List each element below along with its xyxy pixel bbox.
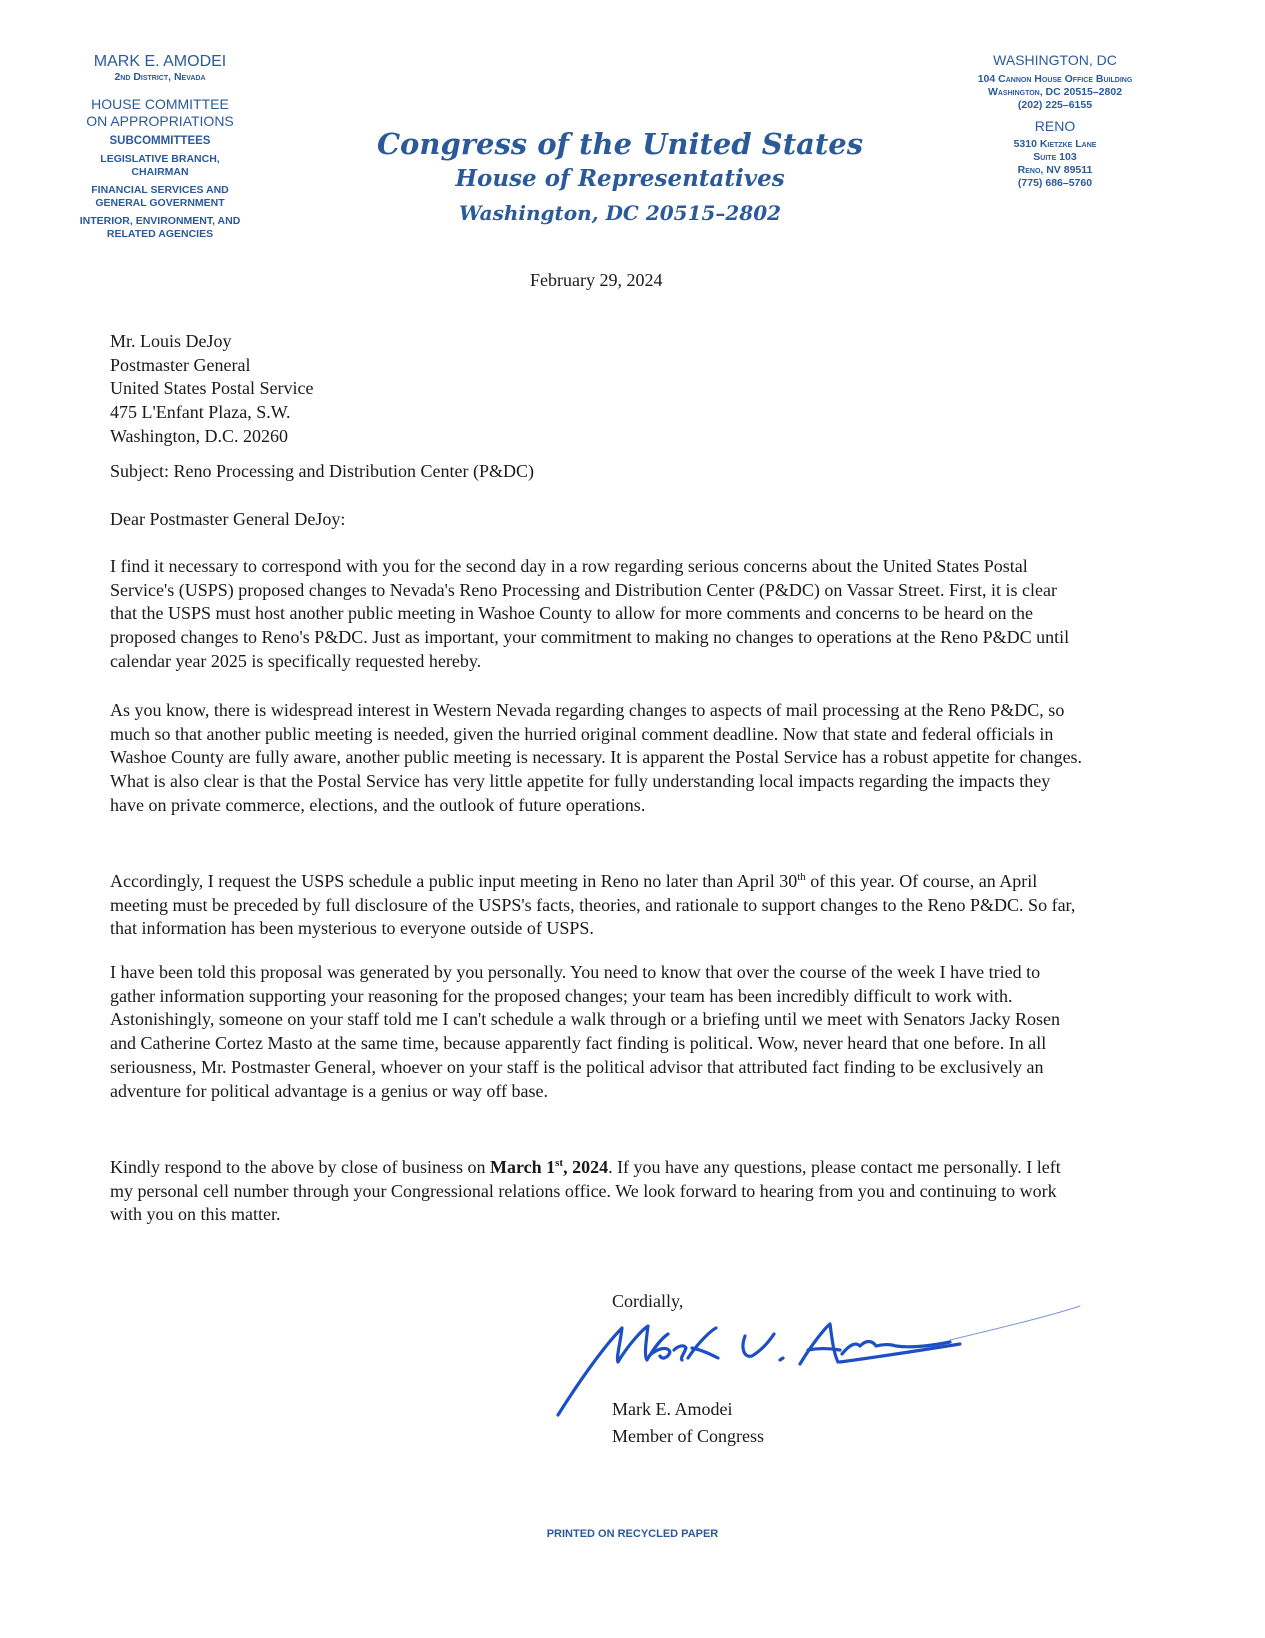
deadline-year: , 2024 <box>563 1157 609 1177</box>
reno-address-3: Reno, NV 89511 <box>1017 164 1093 176</box>
recipient-line: Washington, D.C. 20260 <box>110 425 289 446</box>
dc-address-2: Washington, DC 20515–2802 <box>987 86 1123 98</box>
district: 2nd District, Nevada <box>114 71 206 83</box>
subcommittees-heading: SUBCOMMITTEES <box>109 135 211 147</box>
paragraph-5-text: Kindly respond to the above by close of business on <box>110 1157 490 1177</box>
subcommittee-1a: LEGISLATIVE BRANCH, <box>100 153 220 165</box>
recipient-line: United States Postal Service <box>110 378 314 399</box>
member-name: MARK E. AMODEI <box>93 53 227 70</box>
paragraph-3-text: Accordingly, I request the USPS schedule a public input meeting in Reno no later than April 30 <box>110 871 798 891</box>
city-line: Washington, DC 20515–2802 <box>458 201 782 225</box>
letter-date: February 29, 2024 <box>530 270 663 290</box>
reno-phone: (775) 686–5760 <box>1017 177 1093 189</box>
subcommittee-1b: CHAIRMAN <box>131 166 189 178</box>
dc-address-1: 104 Cannon House Office Building <box>977 73 1133 85</box>
subcommittee-2b: GENERAL GOVERNMENT <box>95 197 225 209</box>
paragraph-2: As you know, there is widespread interest in Western Nevada regarding changes to aspects of mail processing at the Reno P&DC, so much so that another public meeting is needed, given the hurried original comment deadline. Now that state and federal officials in Washoe County are fully aware, another public meeting is necessary. It is apparent the Postal Service has a robust appetite for changes. What is also clear is that the Postal Service has very little appetite for fully understanding local impacts regarding the impacts they have on private commerce, elections, and the outlook of future operations. <box>110 700 1083 815</box>
superscript: th <box>797 871 806 883</box>
superscript: st <box>555 1157 564 1169</box>
house-title: House of Representatives <box>455 165 785 192</box>
congress-title: Congress of the United States <box>376 127 864 161</box>
letterhead-center <box>370 126 870 230</box>
reno-heading: RENO <box>1034 118 1076 134</box>
paragraph-5 <box>110 1152 1085 1227</box>
letterhead-left <box>60 52 260 241</box>
letterhead-right <box>945 52 1165 190</box>
paragraph-3 <box>110 866 1085 941</box>
dc-heading: WASHINGTON, DC <box>993 52 1117 68</box>
paragraph-4: I have been told this proposal was generated by you personally. You need to know that over the course of the week I have tried to gather information supporting your reasoning for the proposed changes; your team has been incredibly difficult to work with. Astonishingly, someone on your staff told me I can't schedule a walk through or a briefing until we meet with Senators Jacky Rosen and Catherine Cortez Masto at the same time, because apparently fact finding is political. Wow, never heard that one before. In all seriousness, Mr. Postmaster General, whoever on your staff is the political advisor that attributed fact finding to be exclusively an adventure for political advantage is a genius or way off base. <box>110 962 1061 1101</box>
subject-line: Subject: Reno Processing and Distribution Center (P&DC) <box>110 461 534 481</box>
paragraph-1: I find it necessary to correspond with you for the second day in a row regarding serious concerns about the United States Postal Service's (USPS) proposed changes to Nevada's Reno Processing and Distribution Center (P&DC) on Vassar Street. First, it is clear that the USPS must host another public meeting in Washoe County to allow for more comments and concerns to be heard on the proposed changes to Reno's P&DC. Just as important, your commitment to making no changes to operations at the Reno P&DC until calendar year 2025 is specifically requested hereby. <box>110 556 1070 671</box>
recipient-line: Postmaster General <box>110 354 251 375</box>
committee-line2: ON APPROPRIATIONS <box>86 113 234 129</box>
reno-address-1: 5310 Kietzke Lane <box>1013 138 1097 150</box>
reno-address-2: Suite 103 <box>1033 151 1077 163</box>
signature-block <box>612 1396 764 1450</box>
deadline-text: March 1 <box>489 1157 556 1177</box>
paragraph-5-text: . If you have any questions, please contact me personally. I left my personal cell number through your Congressional relations office. We look forward to hearing from you and continuing to work with you on this matter. <box>110 1157 1061 1225</box>
recipient-line: 475 L'Enfant Plaza, S.W. <box>110 402 291 423</box>
salutation: Dear Postmaster General DeJoy: <box>110 509 346 529</box>
paragraph-3-text: of this year. Of course, an April meeting must be preceded by full disclosure of the USPS's facts, theories, and rationale to support changes to the Reno P&DC. So far, that information has been mysterious to everyone outside of USPS. <box>110 871 1076 939</box>
subcommittee-2a: FINANCIAL SERVICES AND <box>91 184 229 196</box>
recycled-paper-note: PRINTED ON RECYCLED PAPER <box>546 1528 719 1540</box>
subcommittee-3b: RELATED AGENCIES <box>106 228 214 240</box>
signer-title: Member of Congress <box>612 1426 764 1446</box>
committee-line1: HOUSE COMMITTEE <box>91 96 229 112</box>
deadline <box>490 1157 608 1177</box>
closing: Cordially, <box>612 1291 684 1311</box>
recipient-address <box>110 330 1085 449</box>
signer-name: Mark E. Amodei <box>612 1399 733 1419</box>
recipient-line: Mr. Louis DeJoy <box>110 331 232 351</box>
subcommittee-3a: INTERIOR, ENVIRONMENT, AND <box>79 215 241 227</box>
dc-phone: (202) 225–6155 <box>1017 99 1093 111</box>
